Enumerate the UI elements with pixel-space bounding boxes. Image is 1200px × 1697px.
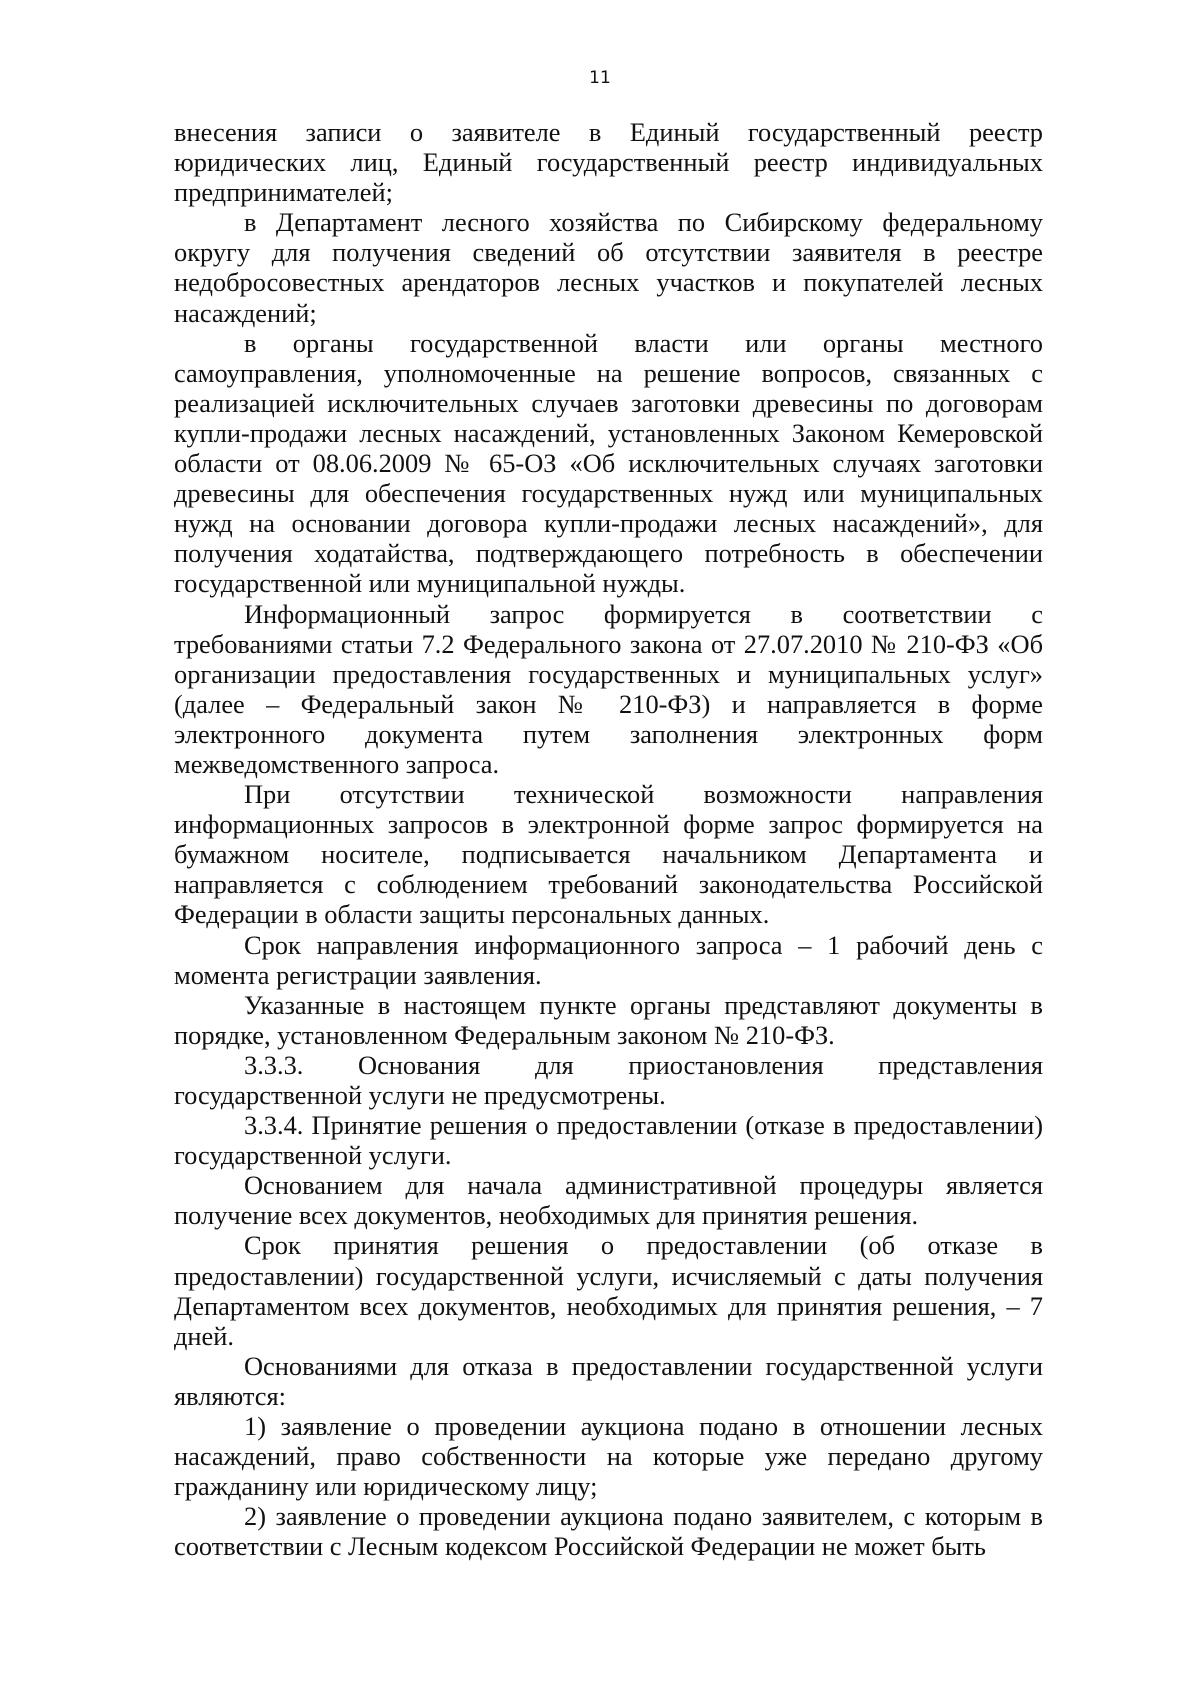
paragraph: 3.3.3. Основания для приостановления представления государственной услуги не предусмотрены.: [174, 1049, 1043, 1110]
paragraph: При отсутствии технической возможности направления информационных запросов в электронной форме запрос формируется на бумажном носителе, подписывается начальником Департамента и направляется с соблюдением требований законодательства Российской Федерации в области защиты персональных данных.: [174, 779, 1043, 930]
paragraph: Основаниями для отказа в предоставлении государственной услуги являются:: [174, 1350, 1043, 1411]
paragraph: в Департамент лесного хозяйства по Сибирскому федеральному округу для получения сведений об отсутствии заявителя в реестре недобросовестных арендаторов лесных участков и покупателей лесных насаждений;: [174, 207, 1043, 328]
paragraph: 3.3.4. Принятие решения о предоставлении (отказе в предоставлении) государственной услуги.: [174, 1110, 1043, 1171]
paragraph: Срок направления информационного запроса – 1 рабочий день с момента регистрации заявления.: [174, 929, 1043, 990]
paragraph: в органы государственной власти или органы местного самоуправления, уполномоченные на решение вопросов, связанных с реализацией исключительных случаев заготовки древесины по договорам купли-продажи лесных насаждений, установленных Законом Кемеровской области от 08.06.2009 № 65-ОЗ «Об исключительных случаях заготовки древесины для обеспечения государственных нужд или муниципальных нужд на основании договора купли-продажи лесных насаждений», для получения ходатайства, подтверждающего потребность в обеспечении государственной или муниципальной нужды.: [174, 327, 1043, 599]
paragraph: 2) заявление о проведении аукциона подано заявителем, с которым в соответствии с Лесным кодексом Российской Федерации не может быть: [174, 1501, 1043, 1562]
document-body: [174, 117, 1043, 1562]
paragraph: Указанные в настоящем пункте органы представляют документы в порядке, установленном Федеральным законом № 210-ФЗ.: [174, 989, 1043, 1050]
paragraph: 1) заявление о проведении аукциона подано в отношении лесных насаждений, право собственности на которые уже передано другому гражданину или юридическому лицу;: [174, 1411, 1043, 1502]
paragraph: внесения записи о заявителе в Единый государственный реестр юридических лиц, Единый государственный реестр индивидуальных предпринимателей;: [174, 117, 1043, 208]
paragraph: Срок принятия решения о предоставлении (об отказе в предоставлении) государственной услуги, исчисляемый с даты получения Департаментом всех документов, необходимых для принятия решения, – 7 дней.: [174, 1230, 1043, 1351]
paragraph: Информационный запрос формируется в соответствии с требованиями статьи 7.2 Федерального закона от 27.07.2010 № 210-ФЗ «Об организации предоставления государственных и муниципальных услуг» (далее – Федеральный закон № 210-ФЗ) и направляется в форме электронного документа путем заполнения электронных форм межведомственного запроса.: [174, 598, 1043, 779]
paragraph: Основанием для начала административной процедуры является получение всех документов, необходимых для принятия решения.: [174, 1170, 1043, 1231]
page-number: 11: [589, 68, 611, 88]
